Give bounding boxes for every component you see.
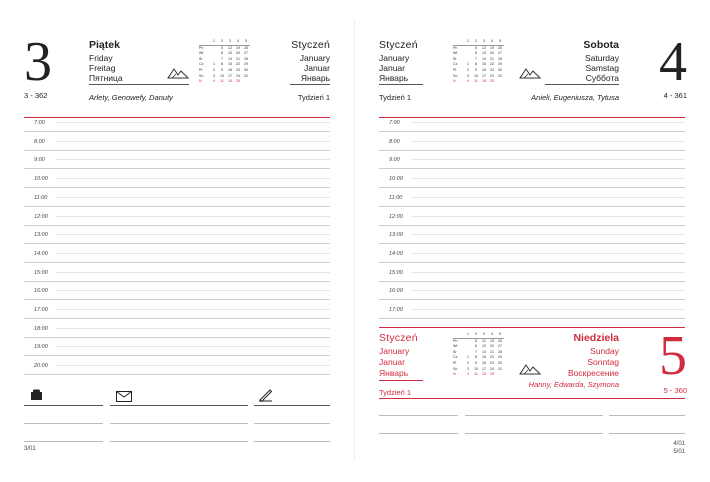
notes-rule bbox=[110, 441, 248, 442]
mini-calendar-day: 16 bbox=[482, 360, 486, 365]
hour-label: 10:00 bbox=[34, 176, 48, 183]
hour-line bbox=[379, 262, 685, 263]
notes-rule bbox=[254, 423, 330, 424]
hour-label: 11:00 bbox=[34, 194, 48, 201]
mini-calendar-day: 26 bbox=[244, 45, 248, 50]
mini-calendar-day: 2 bbox=[467, 67, 469, 72]
footer-date-a: 4/01 bbox=[673, 441, 685, 447]
mini-calendar-day: 7 bbox=[221, 56, 223, 61]
mini-calendar-day: 3 bbox=[467, 366, 469, 371]
mini-calendar-header bbox=[199, 39, 250, 46]
mini-calendar-day: 13 bbox=[228, 51, 232, 56]
mini-calendar-week: 4 bbox=[491, 39, 493, 43]
notes-rule bbox=[254, 405, 330, 406]
mini-calendar-day: 12 bbox=[482, 45, 486, 50]
mini-calendar-week: 3 bbox=[483, 332, 485, 336]
mini-calendar-day: 31 bbox=[498, 73, 502, 78]
name-days: Anieli, Eugeniusza, Tytusa bbox=[531, 93, 619, 102]
half-hour-line bbox=[411, 234, 685, 235]
mini-calendar-weekday: Pn bbox=[453, 45, 458, 50]
hour-label: 16:00 bbox=[389, 288, 403, 295]
sunday-week-number: Tydzień 1 bbox=[379, 388, 412, 397]
mini-calendar-day: 15 bbox=[228, 62, 232, 67]
mini-calendar-day: 13 bbox=[482, 51, 486, 56]
mini-calendar-day: 3 bbox=[467, 73, 469, 78]
hour-line bbox=[24, 243, 330, 244]
hour-line bbox=[24, 337, 330, 338]
hour-label: 9:00 bbox=[34, 157, 45, 164]
mini-calendar-weekday: Pn bbox=[199, 45, 204, 50]
mini-calendar-day: 21 bbox=[490, 349, 494, 354]
mini-calendar-day: 10 bbox=[220, 73, 224, 78]
mini-calendar bbox=[453, 332, 504, 378]
mini-calendar-day: 25 bbox=[490, 79, 494, 84]
footer-date-b: 5/01 bbox=[673, 449, 685, 455]
mini-calendar-day: 11 bbox=[474, 372, 478, 377]
mountain-icon bbox=[167, 66, 189, 80]
header-rule bbox=[89, 84, 189, 85]
half-hour-line bbox=[56, 328, 330, 329]
mini-calendar-day: 5 bbox=[221, 45, 223, 50]
mini-calendar-day: 28 bbox=[498, 56, 502, 61]
mini-calendar-day: 24 bbox=[236, 73, 240, 78]
mini-calendar-day: 11 bbox=[220, 79, 224, 84]
mini-calendar-day: 28 bbox=[244, 56, 248, 61]
hour-label: 7:00 bbox=[34, 120, 45, 126]
mini-calendar-day: 9 bbox=[221, 67, 223, 72]
half-hour-line bbox=[56, 272, 330, 273]
notes-rule bbox=[465, 433, 603, 434]
mini-calendar-weekday: Wt bbox=[453, 344, 458, 349]
mini-calendar-day: 20 bbox=[490, 344, 494, 349]
hour-line bbox=[24, 187, 330, 188]
mini-calendar-day: 2 bbox=[467, 360, 469, 365]
week-number: Tydzień 1 bbox=[379, 93, 412, 102]
mini-calendar-day bbox=[242, 79, 250, 85]
mini-calendar-weekday: Pt bbox=[453, 67, 457, 72]
mini-calendar-day: 30 bbox=[244, 67, 248, 72]
mini-calendar-day: 27 bbox=[498, 344, 502, 349]
half-hour-line bbox=[411, 290, 685, 291]
mini-calendar-day: 5 bbox=[475, 338, 477, 343]
half-hour-line bbox=[411, 272, 685, 273]
day-name-en: Saturday bbox=[584, 53, 619, 63]
mini-calendar-weekday: Wt bbox=[453, 51, 458, 56]
mini-calendar-day: 23 bbox=[236, 67, 240, 72]
day-name: Sobota bbox=[583, 39, 619, 51]
half-hour-line bbox=[56, 234, 330, 235]
mini-calendar-day: 14 bbox=[228, 56, 232, 61]
hour-line bbox=[24, 150, 330, 151]
hour-line bbox=[379, 150, 685, 151]
half-hour-line bbox=[56, 159, 330, 160]
sunday-month-en: January bbox=[379, 346, 410, 356]
mini-calendar-day: 30 bbox=[498, 360, 502, 365]
mini-calendar-day: 26 bbox=[498, 45, 502, 50]
mini-calendar-day: 20 bbox=[490, 51, 494, 56]
mini-calendar-day: 23 bbox=[490, 360, 494, 365]
half-hour-line bbox=[56, 197, 330, 198]
mini-calendar-week: 1 bbox=[213, 39, 215, 43]
mini-calendar-day: 17 bbox=[482, 366, 486, 371]
mini-calendar-day: 21 bbox=[236, 56, 240, 61]
day-name-de: Samstag bbox=[585, 63, 619, 73]
mini-calendar-weekday: Cz bbox=[453, 62, 458, 67]
hour-line bbox=[379, 187, 685, 188]
mini-calendar-day: 18 bbox=[228, 79, 232, 84]
sunday-day-number: 5 bbox=[659, 325, 687, 387]
sunday-name-days: Hanny, Edwarda, Szymona bbox=[528, 380, 619, 389]
mini-calendar-day: 25 bbox=[490, 372, 494, 377]
mini-calendar-day: 22 bbox=[490, 62, 494, 67]
notes-rule bbox=[609, 433, 685, 434]
mini-calendar-day: 19 bbox=[490, 338, 494, 343]
day-name-ru: Пятница bbox=[89, 73, 123, 83]
half-hour-line bbox=[56, 178, 330, 179]
mini-calendar-day bbox=[496, 372, 504, 378]
mini-calendar-day: 15 bbox=[482, 62, 486, 67]
month-de: Januar bbox=[379, 63, 405, 73]
mini-calendar-weekday: Cz bbox=[199, 62, 204, 67]
mini-calendar-day: 16 bbox=[482, 67, 486, 72]
mini-calendar-day: 19 bbox=[236, 45, 240, 50]
mountain-icon bbox=[519, 362, 541, 376]
hour-line bbox=[379, 299, 685, 300]
half-hour-line bbox=[411, 122, 685, 123]
month-name: Styczeń bbox=[291, 39, 330, 51]
month-ru: Январь bbox=[379, 73, 409, 83]
hour-line bbox=[24, 206, 330, 207]
header-red-rule bbox=[24, 117, 330, 118]
day-name: Piątek bbox=[89, 39, 120, 51]
hour-line bbox=[379, 131, 685, 132]
half-hour-line bbox=[56, 346, 330, 347]
notes-rule bbox=[254, 441, 330, 442]
month-ru: Январь bbox=[300, 73, 330, 83]
mini-calendar-day: 4 bbox=[467, 79, 469, 84]
mini-calendar-week: 5 bbox=[245, 39, 247, 43]
half-hour-line bbox=[56, 365, 330, 366]
mini-calendar-day: 15 bbox=[482, 355, 486, 360]
mini-calendar-day: 3 bbox=[213, 73, 215, 78]
hour-line bbox=[24, 262, 330, 263]
hour-label: 12:00 bbox=[389, 213, 403, 220]
half-hour-line bbox=[56, 141, 330, 142]
mini-calendar-day: 14 bbox=[482, 56, 486, 61]
hour-line bbox=[24, 131, 330, 132]
sunday-day-name-en: Sunday bbox=[590, 346, 619, 356]
hour-line bbox=[379, 243, 685, 244]
mini-calendar-day: 4 bbox=[467, 372, 469, 377]
sunday-red-rule bbox=[379, 327, 685, 328]
notes-rule bbox=[465, 415, 603, 416]
month-en: January bbox=[299, 53, 330, 63]
mini-calendar-weekday: Pt bbox=[453, 360, 457, 365]
mini-calendar-week: 2 bbox=[221, 39, 223, 43]
mini-calendar-day: 21 bbox=[490, 56, 494, 61]
hour-label: 13:00 bbox=[34, 232, 48, 239]
mini-calendar-weekday: Wt bbox=[199, 51, 204, 56]
mini-calendar-week: 4 bbox=[491, 332, 493, 336]
half-hour-line bbox=[411, 159, 685, 160]
week-number: Tydzień 1 bbox=[297, 93, 330, 102]
mini-calendar-week: 2 bbox=[475, 332, 477, 336]
mini-calendar-day: 8 bbox=[475, 62, 477, 67]
mini-calendar-day: 27 bbox=[244, 51, 248, 56]
notes-rule bbox=[24, 441, 103, 442]
sunday-bottom-rule bbox=[379, 398, 685, 399]
mini-calendar-day: 22 bbox=[236, 62, 240, 67]
mini-calendar-day: 29 bbox=[498, 62, 502, 67]
mini-calendar bbox=[453, 39, 504, 85]
day-of-year: 4 - 361 bbox=[663, 91, 687, 100]
mini-calendar-weekday: Cz bbox=[453, 355, 458, 360]
mini-calendar-day: 9 bbox=[475, 67, 477, 72]
hour-label: 11:00 bbox=[389, 194, 403, 201]
mini-calendar-day: 29 bbox=[244, 62, 248, 67]
mini-calendar-day: 6 bbox=[475, 51, 477, 56]
mini-calendar-day: 10 bbox=[474, 366, 478, 371]
mini-calendar-day: 16 bbox=[228, 67, 232, 72]
mini-calendar-day: 26 bbox=[498, 338, 502, 343]
mini-calendar-week: 3 bbox=[483, 39, 485, 43]
half-hour-line bbox=[411, 253, 685, 254]
hour-label: 14:00 bbox=[389, 250, 403, 257]
mini-calendar-day bbox=[496, 79, 504, 85]
sunday-month-rule bbox=[379, 380, 423, 381]
mini-calendar-header bbox=[453, 332, 504, 339]
header-rule bbox=[545, 84, 619, 85]
mini-calendar-day: 8 bbox=[475, 355, 477, 360]
hour-label: 20:00 bbox=[34, 363, 48, 370]
day-number: 4 bbox=[659, 31, 687, 93]
half-hour-line bbox=[56, 309, 330, 310]
name-days: Arlety, Genowefy, Danuty bbox=[89, 93, 173, 102]
notes-rule bbox=[110, 405, 248, 406]
day-name-de: Freitag bbox=[89, 63, 116, 73]
half-hour-line bbox=[411, 216, 685, 217]
notes-rule bbox=[110, 423, 248, 424]
mini-calendar-row bbox=[453, 372, 504, 378]
half-hour-line bbox=[56, 216, 330, 217]
hour-label: 15:00 bbox=[34, 269, 48, 276]
mini-calendar-weekday: So bbox=[453, 73, 458, 78]
day-name-en: Friday bbox=[89, 53, 113, 63]
mini-calendar-day: 1 bbox=[467, 355, 469, 360]
half-hour-line bbox=[56, 290, 330, 291]
mini-calendar-day: 8 bbox=[221, 62, 223, 67]
footer-date: 3/01 bbox=[24, 446, 36, 452]
hour-line bbox=[24, 299, 330, 300]
half-hour-line bbox=[56, 253, 330, 254]
half-hour-line bbox=[411, 309, 685, 310]
month-rule bbox=[379, 84, 423, 85]
half-hour-line bbox=[411, 178, 685, 179]
day-name-ru: Суббота bbox=[585, 73, 619, 83]
mini-calendar-weekday: N bbox=[199, 79, 202, 84]
month-name: Styczeń bbox=[379, 39, 418, 51]
mini-calendar-weekday: Śr bbox=[453, 56, 457, 61]
mini-calendar-day: 28 bbox=[498, 349, 502, 354]
mini-calendar-day: 13 bbox=[482, 344, 486, 349]
mini-calendar-day: 12 bbox=[228, 45, 232, 50]
sunday-month-name: Styczeń bbox=[379, 332, 418, 344]
mini-calendar-day: 10 bbox=[474, 73, 478, 78]
mini-calendar-day: 27 bbox=[498, 51, 502, 56]
mini-calendar-weekday: Pt bbox=[199, 67, 203, 72]
hour-line bbox=[379, 168, 685, 169]
mini-calendar-week: 3 bbox=[229, 39, 231, 43]
hour-label: 12:00 bbox=[34, 213, 48, 220]
hour-line bbox=[24, 318, 330, 319]
mini-calendar-day: 6 bbox=[221, 51, 223, 56]
hour-label: 19:00 bbox=[34, 344, 48, 351]
hour-label: 16:00 bbox=[34, 288, 48, 295]
envelope-icon bbox=[116, 391, 132, 402]
mini-calendar-day: 31 bbox=[244, 73, 248, 78]
mini-calendar-day: 25 bbox=[236, 79, 240, 84]
mini-calendar-row bbox=[453, 79, 504, 85]
notes-rule bbox=[24, 405, 103, 406]
header-red-rule bbox=[379, 117, 685, 118]
notes-rule bbox=[24, 423, 103, 424]
mini-calendar-day: 11 bbox=[474, 79, 478, 84]
hour-line bbox=[24, 225, 330, 226]
mini-calendar-day: 24 bbox=[490, 366, 494, 371]
mini-calendar-day: 18 bbox=[482, 372, 486, 377]
sunday-day-name-ru: Воскресение bbox=[568, 368, 619, 378]
mini-calendar-weekday: N bbox=[453, 372, 456, 377]
hour-label: 8:00 bbox=[34, 138, 45, 145]
pen-icon bbox=[258, 388, 273, 402]
hour-label: 14:00 bbox=[34, 250, 48, 257]
hour-line bbox=[24, 374, 330, 375]
month-rule bbox=[290, 84, 330, 85]
notes-rule bbox=[379, 415, 458, 416]
hour-line bbox=[379, 281, 685, 282]
half-hour-line bbox=[411, 197, 685, 198]
half-hour-line bbox=[411, 141, 685, 142]
mini-calendar-week: 5 bbox=[499, 332, 501, 336]
mini-calendar-day: 20 bbox=[236, 51, 240, 56]
hour-line bbox=[24, 355, 330, 356]
mini-calendar-header bbox=[453, 39, 504, 46]
hour-line bbox=[379, 206, 685, 207]
right-page bbox=[355, 0, 710, 482]
mini-calendar-day: 14 bbox=[482, 349, 486, 354]
mountain-icon bbox=[519, 66, 541, 80]
mini-calendar-weekday: Pn bbox=[453, 338, 458, 343]
day-number: 3 bbox=[24, 31, 52, 93]
mini-calendar-day: 7 bbox=[475, 56, 477, 61]
hour-line bbox=[379, 225, 685, 226]
mini-calendar-day: 29 bbox=[498, 355, 502, 360]
sunday-day-name-de: Sonntag bbox=[587, 357, 619, 367]
sunday-month-de: Januar bbox=[379, 357, 405, 367]
mini-calendar-weekday: So bbox=[453, 366, 458, 371]
mini-calendar-day: 24 bbox=[490, 73, 494, 78]
hour-line bbox=[24, 281, 330, 282]
month-de: Januar bbox=[304, 63, 330, 73]
hour-label: 8:00 bbox=[389, 138, 400, 145]
mini-calendar-day: 7 bbox=[475, 349, 477, 354]
mini-calendar-day: 19 bbox=[490, 45, 494, 50]
sunday-day-name: Niedziela bbox=[573, 332, 619, 344]
mini-calendar-day: 1 bbox=[467, 62, 469, 67]
mini-calendar-week: 1 bbox=[467, 332, 469, 336]
mini-calendar-day: 18 bbox=[482, 79, 486, 84]
month-en: January bbox=[379, 53, 410, 63]
mini-calendar-week: 2 bbox=[475, 39, 477, 43]
half-hour-line bbox=[56, 122, 330, 123]
mini-calendar-day: 6 bbox=[475, 344, 477, 349]
hour-label: 17:00 bbox=[34, 307, 48, 313]
mini-calendar bbox=[199, 39, 250, 85]
mini-calendar-weekday: N bbox=[453, 79, 456, 84]
mini-calendar-day: 17 bbox=[482, 73, 486, 78]
notes-rule bbox=[609, 415, 685, 416]
mini-calendar-row bbox=[199, 79, 250, 85]
mini-calendar-day: 23 bbox=[490, 67, 494, 72]
mini-calendar-day: 31 bbox=[498, 366, 502, 371]
sunday-day-of-year: 5 - 360 bbox=[663, 386, 687, 395]
mini-calendar-day: 1 bbox=[213, 62, 215, 67]
hour-label: 7:00 bbox=[389, 120, 400, 126]
hour-line bbox=[24, 168, 330, 169]
day-of-year: 3 - 362 bbox=[24, 91, 48, 100]
mini-calendar-weekday: Śr bbox=[453, 349, 457, 354]
phone-icon bbox=[30, 389, 43, 401]
hour-label: 9:00 bbox=[389, 157, 400, 164]
mini-calendar-day: 4 bbox=[213, 79, 215, 84]
hour-label: 15:00 bbox=[389, 269, 403, 276]
hour-label: 18:00 bbox=[34, 325, 48, 332]
mini-calendar-week: 1 bbox=[467, 39, 469, 43]
mini-calendar-day: 5 bbox=[475, 45, 477, 50]
notes-rule bbox=[379, 433, 458, 434]
mini-calendar-day: 22 bbox=[490, 355, 494, 360]
mini-calendar-week: 5 bbox=[499, 39, 501, 43]
mini-calendar-day: 9 bbox=[475, 360, 477, 365]
hour-label: 13:00 bbox=[389, 232, 403, 239]
mini-calendar-weekday: Śr bbox=[199, 56, 203, 61]
mini-calendar-day: 17 bbox=[228, 73, 232, 78]
mini-calendar-day: 30 bbox=[498, 67, 502, 72]
hour-label: 17:00 bbox=[389, 307, 403, 313]
mini-calendar-week: 4 bbox=[237, 39, 239, 43]
mini-calendar-day: 12 bbox=[482, 338, 486, 343]
mini-calendar-day: 2 bbox=[213, 67, 215, 72]
sunday-month-ru: Январь bbox=[379, 368, 409, 378]
hour-line bbox=[379, 318, 685, 319]
hour-label: 10:00 bbox=[389, 176, 403, 183]
mini-calendar-weekday: So bbox=[199, 73, 204, 78]
